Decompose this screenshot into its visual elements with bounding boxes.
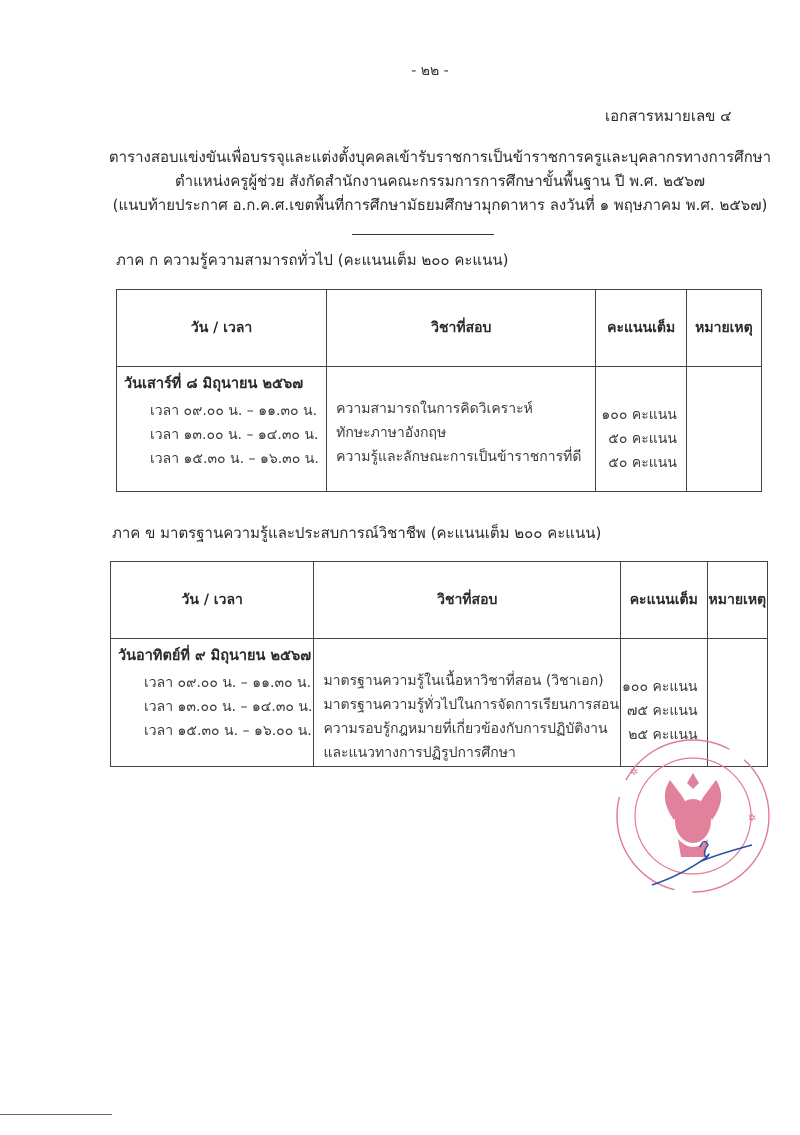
score: ๕๐ คะแนน [608,455,677,471]
subject-cell [327,367,596,492]
col-full-score: คะแนนเต็ม [621,562,707,639]
exam-date: วันเสาร์ที่ ๘ มิถุนายน ๒๕๖๗ [124,376,304,392]
title-line-3: (แนบท้ายประกาศ อ.ก.ค.ศ.เขตพื้นที่การศึกษามัธยมศึกษามุกดาหาร ลงวันที่ ๑ พฤษภาคม พ.ศ. ๒๕๖๗) [112,196,768,214]
score-cell [596,367,686,492]
subject: มาตรฐานความรู้ในเนื้อหาวิชาที่สอน (วิชาเอก) [323,673,604,689]
subject: ความรู้และลักษณะการเป็นข้าราชการที่ดี [336,449,582,465]
exam-time: เวลา ๐๙.๐๐ น. – ๑๑.๓๐ น. [150,403,318,419]
table-header-row [111,562,768,639]
score: ๗๕ คะแนน [626,703,698,719]
subject: มาตรฐานความรู้ทั่วไปในการจัดการเรียนการสอน [323,697,620,713]
exam-date: วันอาทิตย์ที่ ๙ มิถุนายน ๒๕๖๗ [118,648,312,664]
subject: ทักษะภาษาอังกฤษ [336,425,447,441]
document-number: เอกสารหมายเลข ๔ [605,107,732,125]
date-time-cell [111,639,314,767]
col-remark: หมายเหตุ [686,290,761,367]
title-line-2: ตำแหน่งครูผู้ช่วย สังกัดสำนักงานคณะกรรมการการศึกษาขั้นพื้นฐาน ปี พ.ศ. ๒๕๖๗ [174,172,706,190]
col-date-time: วัน / เวลา [117,290,327,367]
footer-line [0,1114,112,1115]
score: ๑๐๐ คะแนน [622,679,698,695]
exam-time: เวลา ๑๕.๓๐ น. – ๑๖.๐๐ น. [144,723,312,739]
title-underline [352,234,494,235]
svg-text:✲: ✲ [748,813,757,824]
exam-time: เวลา ๑๕.๓๐ น. – ๑๖.๓๐ น. [150,451,319,467]
subject-cell [314,639,621,767]
section-a-table [116,289,762,492]
subject: ความสามารถในการคิดวิเคราะห์ [336,401,533,417]
exam-time: เวลา ๐๙.๐๐ น. – ๑๑.๓๐ น. [144,675,312,691]
section-b-heading: ภาค ข มาตรฐานความรู้และประสบการณ์วิชาชีพ (คะแนนเต็ม ๒๐๐ คะแนน) [112,524,602,542]
document-title [100,145,780,217]
col-remark: หมายเหตุ [707,562,768,639]
date-time-cell [117,367,327,492]
col-subject: วิชาที่สอบ [327,290,596,367]
table-row [117,367,762,492]
score: ๕๐ คะแนน [608,431,677,447]
page-number: - ๒๒ - [411,63,449,79]
col-full-score: คะแนนเต็ม [596,290,686,367]
subject: และแนวทางการปฏิรูปการศึกษา [323,745,516,761]
table-header-row [117,290,762,367]
section-a-heading: ภาค ก ความรู้ความสามารถทั่วไป (คะแนนเต็ม ๒๐๐ คะแนน) [116,251,509,269]
garuda-seal-icon [612,735,774,897]
svg-text:✲: ✲ [630,767,639,778]
title-line-1: ตารางสอบแข่งขันเพื่อบรรจุและแต่งตั้งบุคคลเข้ารับราชการเป็นข้าราชการครูและบุคลากรทางการศึกษา [108,148,772,166]
score: ๒๕ คะแนน [628,727,698,743]
subject: ความรอบรู้กฎหมายที่เกี่ยวข้องกับการปฏิบัติงาน [323,721,608,737]
col-subject: วิชาที่สอบ [314,562,621,639]
col-date-time: วัน / เวลา [111,562,314,639]
remark-cell [686,367,761,492]
score: ๑๐๐ คะแนน [601,407,677,423]
exam-time: เวลา ๑๓.๐๐ น. – ๑๔.๓๐ น. [144,699,313,715]
exam-time: เวลา ๑๓.๐๐ น. – ๑๔.๓๐ น. [150,427,319,443]
